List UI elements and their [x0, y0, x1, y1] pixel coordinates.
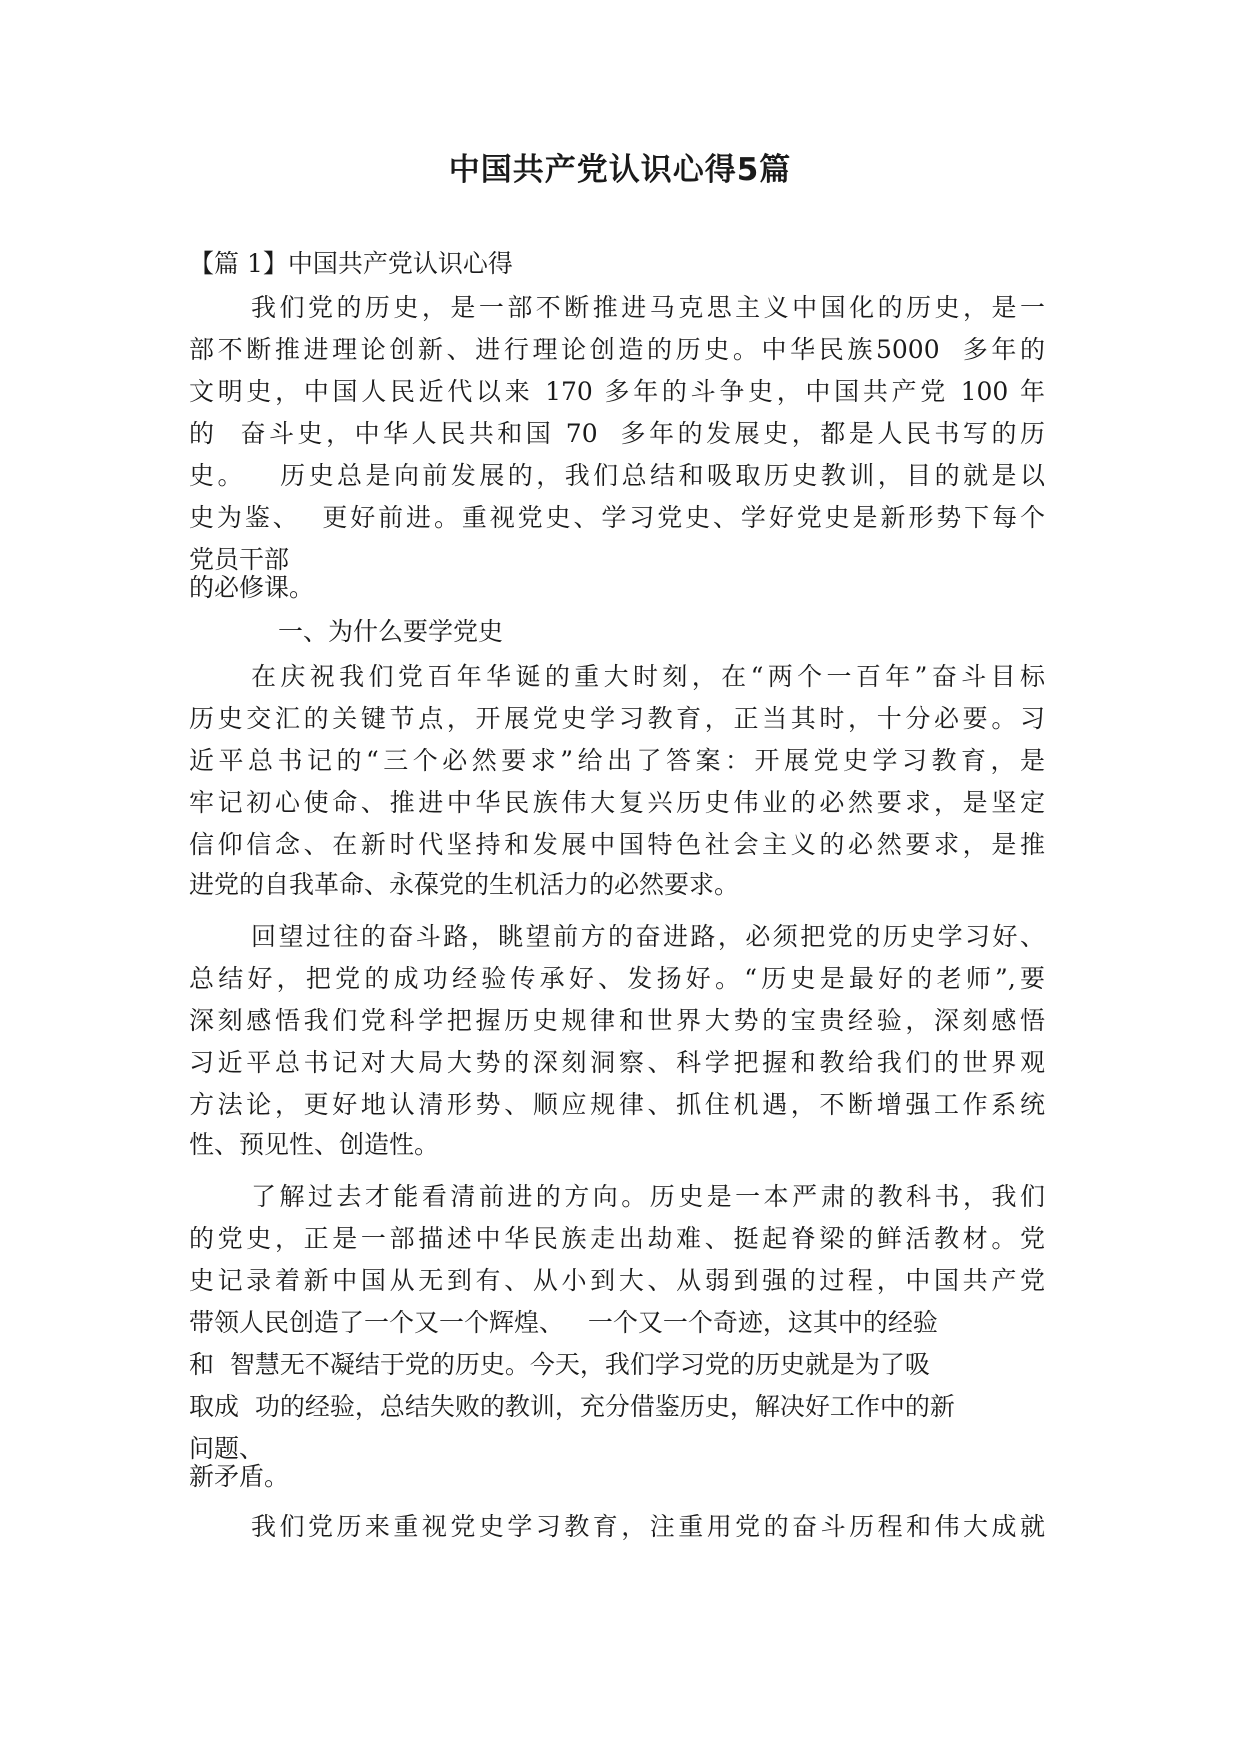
paragraph-line: 史。 历史总是向前发展的，我们总结和吸取历史教训，目的就是以 [189, 461, 1045, 490]
paragraph-line: 习近平总书记对大局大势的深刻洞察、科学把握和教给我们的世界观 [189, 1048, 1045, 1077]
paragraph-line: 文明史，中国人民近代以来 170 多年的斗争史，中国共产党 100 年 [189, 377, 1045, 406]
paragraph-line: 近平总书记的“三个必然要求”给出了答案：开展党史学习教育，是 [189, 746, 1045, 775]
paragraph-line: 深刻感悟我们党科学把握历史规律和世界大势的宝贵经验，深刻感悟 [189, 1006, 1045, 1035]
paragraph-line: 了解过去才能看清前进的方向。历史是一本严肃的教科书，我们 [251, 1182, 1045, 1211]
paragraph-line: 带领人民创造了一个又一个辉煌、 一个又一个奇迹，这其中的经验 [189, 1308, 938, 1337]
subheading: 一、为什么要学党史 [278, 617, 504, 646]
paragraph-line: 在庆祝我们党百年华诞的重大时刻，在“两个一百年”奋斗目标 [251, 662, 1045, 691]
paragraph-line: 历史交汇的关键节点，开展党史学习教育，正当其时，十分必要。习 [189, 704, 1045, 733]
paragraph-line: 党员干部 [189, 545, 290, 574]
paragraph-line: 的党史，正是一部描述中华民族走出劫难、挺起脊梁的鲜活教材。党 [189, 1224, 1045, 1253]
paragraph-line: 信仰信念、在新时代坚持和发展中国特色社会主义的必然要求，是推 [189, 830, 1045, 859]
paragraph-line: 方法论，更好地认清形势、顺应规律、抓住机遇，不断增强工作系统 [189, 1090, 1045, 1119]
paragraph-line: 的必修课。 [189, 573, 315, 602]
paragraph-line: 回望过往的奋斗路，眺望前方的奋进路，必须把党的历史学习好、 [251, 922, 1045, 951]
paragraph-line: 牢记初心使命、推进中华民族伟大复兴历史伟业的必然要求，是坚定 [189, 788, 1045, 817]
paragraph-line: 问题、 [189, 1434, 265, 1463]
section-heading: 【篇 1】中国共产党认识心得 [189, 249, 513, 278]
paragraph-line: 我们党的历史，是一部不断推进马克思主义中国化的历史，是一 [251, 293, 1045, 322]
paragraph-line: 性、预见性、创造性。 [189, 1130, 440, 1159]
paragraph-line: 部不断推进理论创新、进行理论创造的历史。中华民族5000 多年的 [189, 335, 1045, 364]
paragraph-line: 取成 功的经验，总结失败的教训，充分借鉴历史，解决好工作中的新 [189, 1392, 955, 1421]
paragraph-line: 的 奋斗史，中华人民共和国 70 多年的发展史，都是人民书写的历 [189, 419, 1045, 448]
paragraph-line: 和 智慧无不凝结于党的历史。今天，我们学习党的历史就是为了吸 [189, 1350, 930, 1379]
paragraph-line: 新矛盾。 [189, 1462, 290, 1491]
paragraph-line: 我们党历来重视党史学习教育，注重用党的奋斗历程和伟大成就 [251, 1512, 1045, 1541]
paragraph-line: 进党的自我革命、永葆党的生机活力的必然要求。 [189, 870, 740, 899]
paragraph-line: 史记录着新中国从无到有、从小到大、从弱到强的过程，中国共产党 [189, 1266, 1045, 1295]
paragraph-line: 总结好，把党的成功经验传承好、发扬好。“历史是最好的老师”,要 [189, 964, 1045, 993]
document-title: 中国共产党认识心得5篇 [448, 152, 792, 188]
paragraph-line: 史为鉴、 更好前进。重视党史、学习党史、学好党史是新形势下每个 [189, 503, 1045, 532]
